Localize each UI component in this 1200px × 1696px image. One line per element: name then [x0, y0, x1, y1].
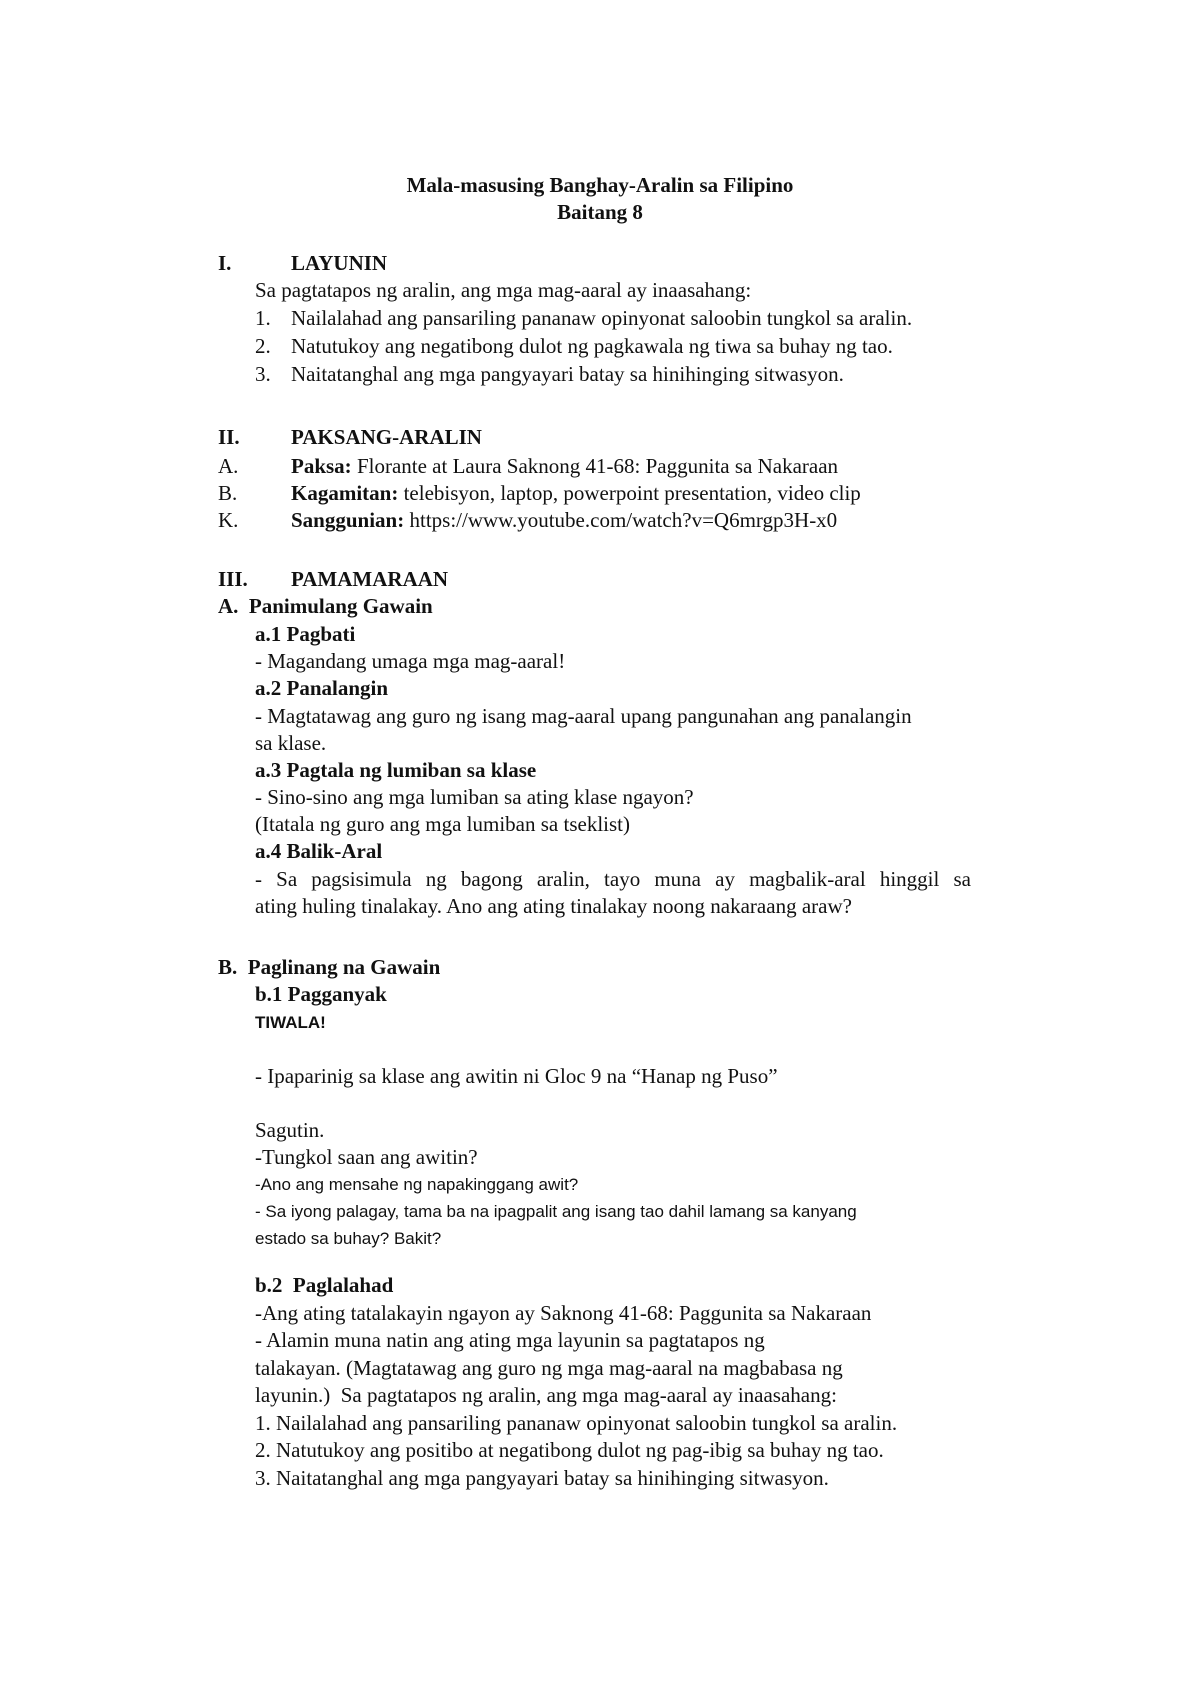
- attendance-text-line-2: (Itatala ng guro ang mga lumiban sa tseklist): [255, 812, 630, 836]
- attendance-title: a.3 Pagtala ng lumiban sa klase: [255, 758, 537, 782]
- section-3-title: PAMAMARAAN: [291, 567, 449, 591]
- document-title: Mala-masusing Banghay-Aralin sa Filipino: [406, 173, 794, 197]
- section-3-number: III.: [218, 567, 248, 591]
- reference-link[interactable]: https://www.youtube.com/watch?v=Q6mrgp3H-x0: [409, 508, 838, 532]
- question-3-line-1: - Sa iyong palagay, tama ba na ipagpalit ang isang tao dahil lamang sa kanyang: [255, 1202, 857, 1221]
- prayer-title: a.2 Panalangin: [255, 676, 389, 700]
- prayer-text-line-1: - Magtatawag ang guro ng isang mag-aaral upang pangunahan ang panalangin: [255, 704, 912, 728]
- greeting-text: - Magandang umaga mga mag-aaral!: [255, 649, 566, 673]
- materials-row: [291, 480, 861, 506]
- reference-row: [291, 507, 837, 533]
- objective-2-text: Natutukoy ang negatibong dulot ng pagkawala ng tiwa sa buhay ng tao.: [291, 334, 893, 358]
- greeting-title: a.1 Pagbati: [255, 622, 356, 646]
- review-title: a.4 Balik-Aral: [255, 839, 383, 863]
- review-text-line-1: - Sa pagsisimula ng bagong aralin, tayo muna ay magbalik-aral hinggil sa: [255, 867, 971, 891]
- motivation-text: - Ipaparinig sa klase ang awitin ni Gloc 9 na “Hanap ng Puso”: [255, 1064, 778, 1088]
- part-a-title: A. Panimulang Gawain: [218, 594, 433, 618]
- topic-row: [291, 453, 838, 479]
- question-2: -Ano ang mensahe ng napakinggang awit?: [255, 1175, 579, 1194]
- topic-value: Florante at Laura Saknong 41-68: Paggunita sa Nakaraan: [356, 454, 839, 478]
- materials-letter: B.: [218, 481, 238, 505]
- reference-label: Sanggunian:: [291, 508, 405, 532]
- review-text-line-2: ating huling tinalakay. Ano ang ating tinalakay noong nakaraang araw?: [255, 894, 852, 918]
- question-3-line-2: estado sa buhay? Bakit?: [255, 1229, 442, 1248]
- presentation-line-4: layunin.) Sa pagtatapos ng aralin, ang mga mag-aaral ay inaasahang:: [255, 1383, 837, 1407]
- presentation-objective-3: 3. Naitatanghal ang mga pangyayari batay sa hinihinging sitwasyon.: [255, 1466, 829, 1490]
- objective-3-text: Naitatanghal ang mga pangyayari batay sa hinihinging sitwasyon.: [291, 362, 844, 386]
- section-2-number: II.: [218, 425, 240, 449]
- section-1-number: I.: [218, 251, 232, 275]
- reference-letter: K.: [218, 508, 239, 532]
- section-1-title: LAYUNIN: [291, 251, 388, 275]
- presentation-line-1: -Ang ating tatalakayin ngayon ay Saknong 41-68: Paggunita sa Nakaraan: [255, 1301, 872, 1325]
- presentation-objective-1: 1. Nailalahad ang pansariling pananaw opinyonat saloobin tungkol sa aralin.: [255, 1411, 898, 1435]
- presentation-line-2: - Alamin muna natin ang ating mga layunin sa pagtatapos ng: [255, 1328, 765, 1352]
- presentation-title: b.2 Paglalahad: [255, 1273, 394, 1297]
- part-b-title: B. Paglinang na Gawain: [218, 955, 441, 979]
- presentation-line-3: talakayan. (Magtatawag ang guro ng mga mag-aaral na magbabasa ng: [255, 1356, 843, 1380]
- objective-3-number: 3.: [255, 362, 271, 386]
- topic-letter: A.: [218, 454, 239, 478]
- topic-label: Paksa:: [291, 454, 352, 478]
- motivation-subtitle: TIWALA!: [255, 1013, 326, 1032]
- grade-level: Baitang 8: [557, 200, 643, 224]
- presentation-objective-2: 2. Natutukoy ang positibo at negatibong dulot ng pag-ibig sa buhay ng tao.: [255, 1438, 884, 1462]
- objective-1-number: 1.: [255, 306, 271, 330]
- motivation-title: b.1 Pagganyak: [255, 982, 387, 1006]
- questions-heading: Sagutin.: [255, 1118, 325, 1142]
- section-1-intro: Sa pagtatapos ng aralin, ang mga mag-aaral ay inaasahang:: [255, 278, 752, 302]
- attendance-text-line-1: - Sino-sino ang mga lumiban sa ating klase ngayon?: [255, 785, 694, 809]
- question-1: -Tungkol saan ang awitin?: [255, 1145, 478, 1169]
- materials-label: Kagamitan:: [291, 481, 399, 505]
- objective-2-number: 2.: [255, 334, 271, 358]
- prayer-text-line-2: sa klase.: [255, 731, 327, 755]
- materials-value: telebisyon, laptop, powerpoint presentation, video clip: [403, 481, 861, 505]
- section-2-title: PAKSANG-ARALIN: [291, 425, 482, 449]
- objective-1-text: Nailalahad ang pansariling pananaw opinyonat saloobin tungkol sa aralin.: [291, 306, 913, 330]
